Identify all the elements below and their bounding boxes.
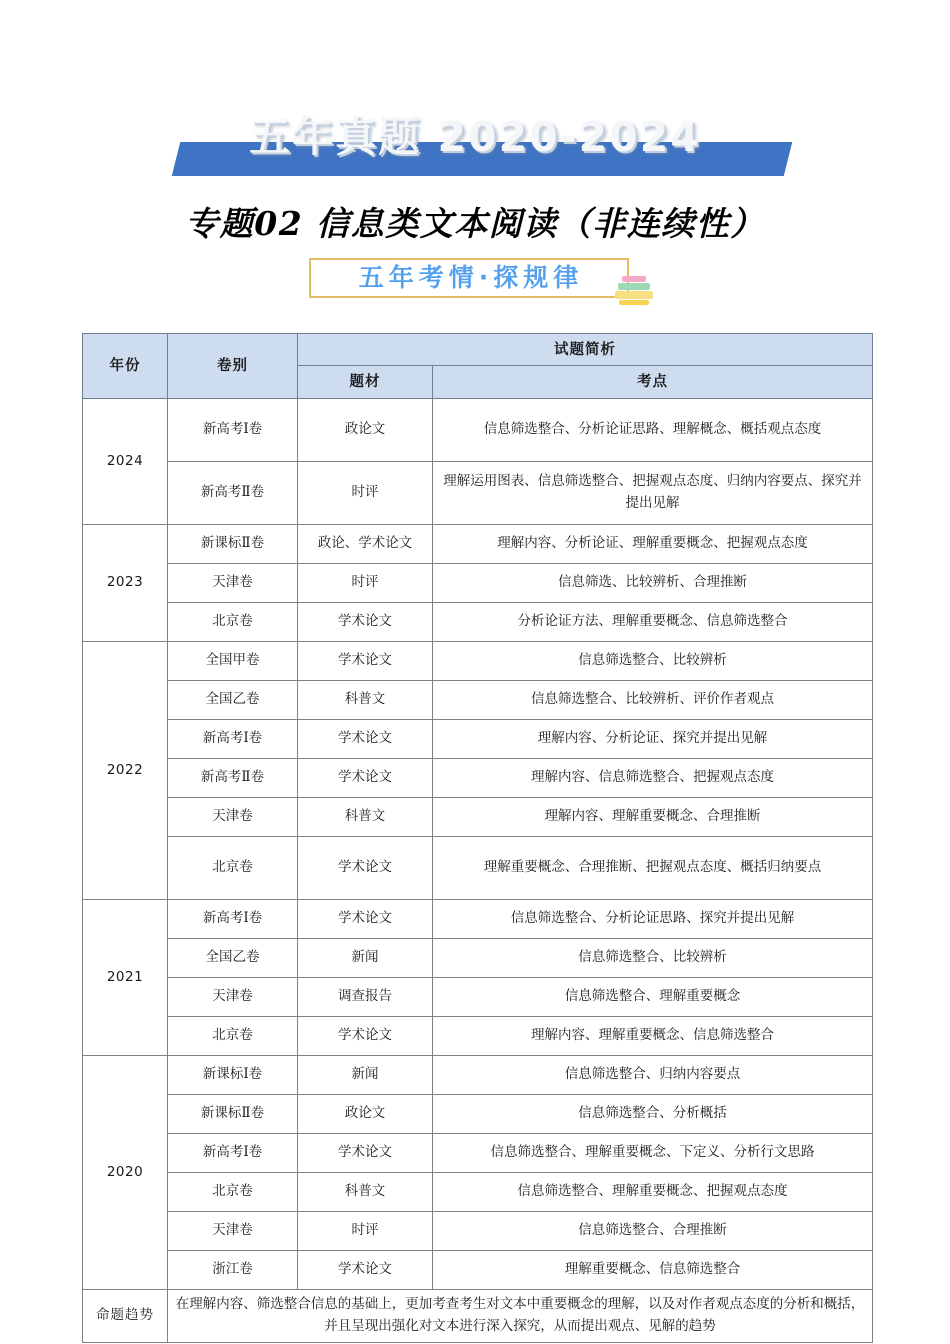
cell-genre: 学术论文	[298, 758, 433, 797]
cell-points: 理解重要概念、合理推断、把握观点态度、概括归纳要点	[433, 836, 873, 899]
cell-genre: 新闻	[298, 1055, 433, 1094]
table-header	[83, 334, 873, 399]
cell-year: 2020	[83, 1055, 168, 1289]
cell-paper: 天津卷	[168, 563, 298, 602]
table-row	[83, 398, 873, 461]
table-body	[83, 398, 873, 1289]
cell-points: 理解内容、分析论证、理解重要概念、把握观点态度	[433, 524, 873, 563]
cell-points: 理解内容、分析论证、探究并提出见解	[433, 719, 873, 758]
cell-paper: 全国乙卷	[168, 938, 298, 977]
cell-points: 信息筛选整合、分析概括	[433, 1094, 873, 1133]
cell-points: 信息筛选整合、理解重要概念、下定义、分析行文思路	[433, 1133, 873, 1172]
cell-paper: 新高考Ⅱ卷	[168, 758, 298, 797]
cell-paper: 北京卷	[168, 836, 298, 899]
table-row	[83, 977, 873, 1016]
cell-genre: 学术论文	[298, 719, 433, 758]
table-row	[83, 1250, 873, 1289]
cell-genre: 学术论文	[298, 641, 433, 680]
cell-genre: 学术论文	[298, 1016, 433, 1055]
exam-overview-table	[82, 333, 873, 1343]
header-year: 年份	[83, 334, 168, 399]
table-row	[83, 1211, 873, 1250]
cell-genre: 时评	[298, 563, 433, 602]
cell-paper: 全国甲卷	[168, 641, 298, 680]
cell-paper: 新高考Ⅰ卷	[168, 899, 298, 938]
table-row	[83, 563, 873, 602]
cell-genre: 新闻	[298, 938, 433, 977]
cell-genre: 科普文	[298, 680, 433, 719]
table-row	[83, 1094, 873, 1133]
cell-paper: 新高考Ⅱ卷	[168, 461, 298, 524]
cell-paper: 新高考Ⅰ卷	[168, 1133, 298, 1172]
cell-paper: 天津卷	[168, 797, 298, 836]
cell-paper: 新课标Ⅰ卷	[168, 1055, 298, 1094]
cell-genre: 学术论文	[298, 836, 433, 899]
cell-genre: 科普文	[298, 1172, 433, 1211]
cell-points: 信息筛选整合、归纳内容要点	[433, 1055, 873, 1094]
header-points: 考点	[433, 366, 873, 398]
cell-points: 理解运用图表、信息筛选整合、把握观点态度、归纳内容要点、探究并提出见解	[433, 461, 873, 524]
table-row	[83, 797, 873, 836]
cell-genre: 学术论文	[298, 899, 433, 938]
table-row	[83, 524, 873, 563]
cell-year: 2024	[83, 398, 168, 524]
cell-points: 信息筛选整合、比较辨析	[433, 641, 873, 680]
cell-genre: 政论文	[298, 1094, 433, 1133]
cell-points: 信息筛选、比较辨析、合理推断	[433, 563, 873, 602]
trend-row	[83, 1289, 873, 1342]
cell-paper: 浙江卷	[168, 1250, 298, 1289]
table-row	[83, 641, 873, 680]
series-banner	[0, 112, 950, 190]
cell-paper: 北京卷	[168, 1172, 298, 1211]
cell-genre: 学术论文	[298, 1133, 433, 1172]
cell-points: 理解内容、信息筛选整合、把握观点态度	[433, 758, 873, 797]
table-row	[83, 1172, 873, 1211]
cell-points: 理解内容、理解重要概念、合理推断	[433, 797, 873, 836]
header-genre: 题材	[298, 366, 433, 398]
cell-paper: 天津卷	[168, 1211, 298, 1250]
cell-points: 分析论证方法、理解重要概念、信息筛选整合	[433, 602, 873, 641]
table-footer	[83, 1289, 873, 1342]
cell-paper: 北京卷	[168, 1016, 298, 1055]
cell-genre: 政论、学术论文	[298, 524, 433, 563]
exam-overview-table-wrap	[82, 333, 872, 1343]
table-row	[83, 1055, 873, 1094]
table-header-row-1	[83, 334, 873, 366]
cell-year: 2021	[83, 899, 168, 1055]
cell-paper: 北京卷	[168, 602, 298, 641]
cell-genre: 政论文	[298, 398, 433, 461]
header-paper: 卷别	[168, 334, 298, 399]
cell-points: 信息筛选整合、分析论证思路、理解概念、概括观点态度	[433, 398, 873, 461]
badge-label: 五年考情·探规律	[358, 263, 584, 292]
cell-points: 信息筛选整合、合理推断	[433, 1211, 873, 1250]
cell-year: 2023	[83, 524, 168, 641]
table-row	[83, 719, 873, 758]
header-analysis: 试题简析	[298, 334, 873, 366]
cell-genre: 时评	[298, 461, 433, 524]
cell-paper: 新高考Ⅰ卷	[168, 719, 298, 758]
cell-genre: 调查报告	[298, 977, 433, 1016]
table-row	[83, 1133, 873, 1172]
cell-paper: 天津卷	[168, 977, 298, 1016]
trend-text: 在理解内容、筛选整合信息的基础上，更加考查考生对文本中重要概念的理解，以及对作者观点态度的分析和概括，并且呈现出强化对文本进行深入探究，从而提出观点、见解的趋势	[168, 1289, 873, 1342]
cell-points: 信息筛选整合、理解重要概念	[433, 977, 873, 1016]
cell-points: 信息筛选整合、比较辨析	[433, 938, 873, 977]
cell-year: 2022	[83, 641, 168, 899]
cell-genre: 科普文	[298, 797, 433, 836]
cell-paper: 全国乙卷	[168, 680, 298, 719]
cell-genre: 学术论文	[298, 1250, 433, 1289]
book-stack-icon	[612, 276, 656, 306]
table-row	[83, 1016, 873, 1055]
cell-points: 理解内容、理解重要概念、信息筛选整合	[433, 1016, 873, 1055]
table-row	[83, 602, 873, 641]
section-badge	[0, 258, 950, 316]
cell-points: 理解重要概念、信息筛选整合	[433, 1250, 873, 1289]
table-row	[83, 836, 873, 899]
table-row	[83, 938, 873, 977]
banner-title: 五年真题 2020-2024	[249, 113, 701, 161]
cell-paper: 新课标Ⅱ卷	[168, 1094, 298, 1133]
cell-genre: 时评	[298, 1211, 433, 1250]
table-row	[83, 461, 873, 524]
cell-points: 信息筛选整合、理解重要概念、把握观点态度	[433, 1172, 873, 1211]
cell-paper: 新课标Ⅱ卷	[168, 524, 298, 563]
cell-genre: 学术论文	[298, 602, 433, 641]
table-row	[83, 680, 873, 719]
page-title: 专题02 信息类文本阅读（非连续性）	[185, 204, 765, 243]
cell-points: 信息筛选整合、分析论证思路、探究并提出见解	[433, 899, 873, 938]
table-row	[83, 899, 873, 938]
cell-points: 信息筛选整合、比较辨析、评价作者观点	[433, 680, 873, 719]
trend-label: 命题趋势	[83, 1289, 168, 1342]
table-row	[83, 758, 873, 797]
cell-paper: 新高考Ⅰ卷	[168, 398, 298, 461]
